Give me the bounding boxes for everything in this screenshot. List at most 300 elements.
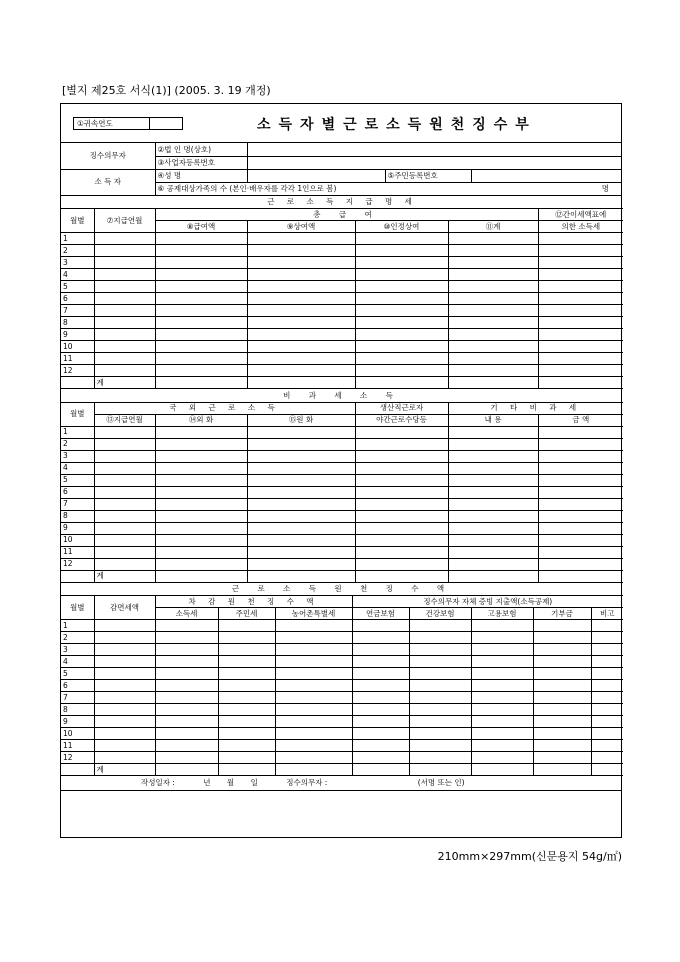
s1-cell[interactable] [355,353,448,365]
s3-cell[interactable] [352,740,409,752]
s2-cell[interactable] [155,558,247,570]
s1-cell[interactable] [155,317,247,329]
s3-cell[interactable] [591,680,623,692]
s3-cell[interactable] [533,680,591,692]
s2-total-cell[interactable] [155,570,247,582]
corp-name-field[interactable] [247,143,621,156]
s3-cell[interactable] [275,752,352,764]
s3-cell[interactable] [218,752,275,764]
s2-cell[interactable] [355,498,448,510]
s1-cell[interactable] [247,281,355,293]
s1-cell[interactable] [538,281,623,293]
s3-cell[interactable] [352,680,409,692]
s2-cell[interactable] [355,474,448,486]
s2-cell[interactable] [448,510,538,522]
s3-total-cell[interactable] [352,764,409,776]
s2-cell[interactable] [155,546,247,558]
s3-cell[interactable] [409,656,471,668]
s2-cell[interactable] [448,438,538,450]
s2-cell[interactable] [448,426,538,438]
s2-cell[interactable] [247,462,355,474]
s2-cell[interactable] [538,498,623,510]
s2-cell[interactable] [94,558,155,570]
s2-cell[interactable] [538,546,623,558]
s3-cell[interactable] [471,620,533,632]
s3-cell[interactable] [409,668,471,680]
s2-cell[interactable] [94,462,155,474]
s3-month-number: 9 [61,716,94,728]
s2-prod-header-a: 생산직근로자 [355,402,448,414]
s3-cell[interactable] [591,752,623,764]
s1-cell[interactable] [247,365,355,377]
section1-table [61,196,623,390]
s2-cell[interactable] [538,558,623,570]
s3-cell[interactable] [471,752,533,764]
s3-cell[interactable] [94,740,155,752]
s1-cell[interactable] [247,245,355,257]
s3-cell[interactable] [94,716,155,728]
s2-cell[interactable] [355,462,448,474]
s1-cell[interactable] [247,329,355,341]
s1-cell[interactable] [247,269,355,281]
s1-cell[interactable] [355,305,448,317]
s3-cell[interactable] [409,740,471,752]
s3-cell[interactable] [533,716,591,728]
s3-cell[interactable] [218,716,275,728]
s1-cell[interactable] [355,233,448,245]
s3-cell[interactable] [533,740,591,752]
s3-health-header: 건강보험 [409,608,471,620]
s3-cell[interactable] [471,704,533,716]
s3-cell[interactable] [533,668,591,680]
s1-cell[interactable] [448,269,538,281]
s3-cell[interactable] [155,740,218,752]
s1-cell[interactable] [448,365,538,377]
s1-total-cell[interactable] [155,377,247,389]
s3-cell[interactable] [155,704,218,716]
s1-total-cell[interactable] [355,377,448,389]
s3-cell[interactable] [471,728,533,740]
s1-cell[interactable] [94,329,155,341]
s1-cell[interactable] [247,233,355,245]
s3-cell[interactable] [275,656,352,668]
s2-cell[interactable] [355,546,448,558]
s3-cell[interactable] [533,632,591,644]
s1-row [61,257,623,269]
s1-month-number: 7 [61,305,94,317]
s2-total-cell[interactable] [538,570,623,582]
s3-cell[interactable] [352,668,409,680]
s3-cell[interactable] [155,692,218,704]
s2-cell[interactable] [538,534,623,546]
s2-cell[interactable] [538,462,623,474]
s2-cell[interactable] [355,534,448,546]
s1-cell[interactable] [155,305,247,317]
s3-cell[interactable] [94,620,155,632]
s3-cell[interactable] [471,680,533,692]
s3-cell[interactable] [155,668,218,680]
s1-cell[interactable] [538,341,623,353]
s2-cell[interactable] [94,450,155,462]
s1-cell[interactable] [448,329,538,341]
s2-cell[interactable] [448,534,538,546]
s3-cell[interactable] [275,692,352,704]
s1-total-label: 계 [94,377,155,389]
s2-cell[interactable] [247,558,355,570]
s1-cell[interactable] [355,257,448,269]
s1-cell[interactable] [448,305,538,317]
s2-cell[interactable] [94,426,155,438]
s1-cell[interactable] [538,257,623,269]
s3-cell[interactable] [275,740,352,752]
s2-cell[interactable] [94,438,155,450]
s2-cell[interactable] [247,438,355,450]
s2-cell[interactable] [448,486,538,498]
s3-cell[interactable] [218,692,275,704]
s3-cell[interactable] [409,680,471,692]
s2-row [61,522,623,534]
s1-cell[interactable] [538,269,623,281]
s2-cell[interactable] [448,558,538,570]
s3-cell[interactable] [352,716,409,728]
s3-cell[interactable] [533,728,591,740]
s3-cell[interactable] [533,692,591,704]
s3-cell[interactable] [94,704,155,716]
s1-cell[interactable] [538,245,623,257]
s1-cell[interactable] [538,305,623,317]
s2-cell[interactable] [448,546,538,558]
s2-cell[interactable] [538,426,623,438]
s2-cell[interactable] [247,486,355,498]
s1-cell[interactable] [448,341,538,353]
s2-cell[interactable] [355,426,448,438]
s2-cell[interactable] [247,450,355,462]
s2-cell[interactable] [247,534,355,546]
s3-cell[interactable] [591,632,623,644]
s3-cell[interactable] [275,668,352,680]
s3-cell[interactable] [409,692,471,704]
s2-cell[interactable] [448,474,538,486]
s3-cell[interactable] [155,716,218,728]
s3-total-cell[interactable] [471,764,533,776]
s2-cell[interactable] [538,522,623,534]
s2-cell[interactable] [155,426,247,438]
s2-cell[interactable] [247,546,355,558]
s1-cell[interactable] [155,365,247,377]
s1-cell[interactable] [538,233,623,245]
s2-cell[interactable] [355,486,448,498]
s1-cell[interactable] [355,365,448,377]
s3-cell[interactable] [94,692,155,704]
s3-cell[interactable] [533,752,591,764]
s3-cell[interactable] [155,680,218,692]
s3-cell[interactable] [218,632,275,644]
s2-cell[interactable] [94,498,155,510]
s1-cell[interactable] [448,317,538,329]
s2-total-cell[interactable] [355,570,448,582]
resident-no-field[interactable] [471,169,621,182]
s3-cell[interactable] [94,656,155,668]
s3-cell[interactable] [155,620,218,632]
s3-cell[interactable] [352,632,409,644]
s1-cell[interactable] [247,257,355,269]
s2-cell[interactable] [355,558,448,570]
s3-total-cell[interactable] [533,764,591,776]
s2-pay-date-header: ⑬지급연월 [94,414,155,426]
s3-cell[interactable] [352,656,409,668]
s3-cell[interactable] [275,716,352,728]
s3-cell[interactable] [94,728,155,740]
s2-cell[interactable] [355,522,448,534]
s3-cell[interactable] [591,620,623,632]
s3-total-cell[interactable] [155,764,218,776]
s1-cell[interactable] [155,341,247,353]
s2-cell[interactable] [538,510,623,522]
s3-cell[interactable] [591,716,623,728]
s1-row [61,293,623,305]
s2-cell[interactable] [355,438,448,450]
s2-cell[interactable] [155,522,247,534]
s1-cell[interactable] [94,245,155,257]
s2-cell[interactable] [155,462,247,474]
s1-total-cell[interactable] [448,377,538,389]
s3-cell[interactable] [155,752,218,764]
s3-cell[interactable] [352,692,409,704]
dependents-row[interactable] [155,182,621,195]
sign-month-label: 월 [226,778,235,787]
s2-cell[interactable] [355,450,448,462]
s3-cell[interactable] [409,716,471,728]
s3-cell[interactable] [409,728,471,740]
s3-cell[interactable] [591,692,623,704]
s3-cell[interactable] [275,728,352,740]
s1-cell[interactable] [538,293,623,305]
s3-cell[interactable] [471,644,533,656]
s1-row [61,353,623,365]
s2-cell[interactable] [94,534,155,546]
s1-cell[interactable] [94,365,155,377]
s3-cell[interactable] [94,752,155,764]
s1-cell[interactable] [155,257,247,269]
s1-cell[interactable] [355,293,448,305]
s2-cell[interactable] [155,510,247,522]
s3-cell[interactable] [409,752,471,764]
s1-cell[interactable] [94,233,155,245]
s1-cell[interactable] [247,317,355,329]
s2-cell[interactable] [448,450,538,462]
s2-cell[interactable] [155,498,247,510]
s2-cell[interactable] [155,486,247,498]
s2-cell[interactable] [94,546,155,558]
s2-cell[interactable] [155,474,247,486]
s3-cell[interactable] [471,656,533,668]
s3-total-cell[interactable] [218,764,275,776]
s2-cell[interactable] [538,486,623,498]
s1-row [61,329,623,341]
s3-cell[interactable] [591,656,623,668]
s1-total-cell[interactable] [247,377,355,389]
s2-row [61,558,623,570]
s2-cell[interactable] [538,450,623,462]
s3-cell[interactable] [275,644,352,656]
s1-cell[interactable] [247,305,355,317]
s1-cell[interactable] [448,245,538,257]
s3-cell[interactable] [591,728,623,740]
s1-row [61,269,623,281]
s3-cell[interactable] [218,644,275,656]
s1-cell[interactable] [448,257,538,269]
s1-cell[interactable] [94,317,155,329]
s2-cell[interactable] [247,510,355,522]
s1-cell[interactable] [448,353,538,365]
s1-cell[interactable] [355,281,448,293]
s3-cell[interactable] [409,620,471,632]
signature-row [61,776,621,790]
s3-cell[interactable] [471,632,533,644]
s3-cell[interactable] [275,620,352,632]
s3-cell[interactable] [533,620,591,632]
s3-cell[interactable] [155,632,218,644]
s3-cell[interactable] [218,728,275,740]
s1-row [61,365,623,377]
s2-cell[interactable] [538,474,623,486]
s3-cell[interactable] [218,656,275,668]
section1-title: 근 로 소 득 지 급 명 세 [61,196,623,209]
s1-cell[interactable] [247,341,355,353]
s3-total-cell[interactable] [409,764,471,776]
s3-cell[interactable] [94,680,155,692]
s2-cell[interactable] [155,438,247,450]
s2-cell[interactable] [247,522,355,534]
s2-cell[interactable] [247,474,355,486]
s1-cell[interactable] [448,293,538,305]
s1-cell[interactable] [94,293,155,305]
s2-cell[interactable] [448,522,538,534]
s3-month-header: 월별 [61,596,94,620]
s3-cell[interactable] [94,644,155,656]
s3-cell[interactable] [275,680,352,692]
s2-total-cell[interactable] [448,570,538,582]
s1-cell[interactable] [94,353,155,365]
s2-cell[interactable] [94,486,155,498]
s3-cell[interactable] [471,716,533,728]
s1-cell[interactable] [355,245,448,257]
s3-cell[interactable] [218,668,275,680]
s3-total-row [61,764,623,776]
s1-total-cell[interactable] [538,377,623,389]
s3-cell[interactable] [352,704,409,716]
s3-cell[interactable] [533,704,591,716]
s1-cell[interactable] [155,353,247,365]
s1-cell[interactable] [448,233,538,245]
s2-cell[interactable] [155,450,247,462]
s1-month-number: 12 [61,365,94,377]
s3-cell[interactable] [218,680,275,692]
s3-cell[interactable] [218,740,275,752]
s1-cell[interactable] [155,281,247,293]
s3-cell[interactable] [409,644,471,656]
s1-cell[interactable] [247,293,355,305]
s2-cell[interactable] [94,522,155,534]
s1-cell[interactable] [355,269,448,281]
s3-total-cell[interactable] [275,764,352,776]
s1-cell[interactable] [155,233,247,245]
s3-cell[interactable] [471,692,533,704]
s3-cell[interactable] [533,656,591,668]
s1-cell[interactable] [155,245,247,257]
s2-cell[interactable] [94,510,155,522]
s3-cell[interactable] [591,740,623,752]
s1-cell[interactable] [94,305,155,317]
s1-cell[interactable] [538,353,623,365]
s1-cell[interactable] [94,281,155,293]
s3-cell[interactable] [409,704,471,716]
s1-cell[interactable] [538,329,623,341]
s1-cell[interactable] [94,257,155,269]
s3-cell[interactable] [155,644,218,656]
s3-cell[interactable] [591,704,623,716]
s3-note-header: 비고 [591,608,623,620]
s1-cell[interactable] [355,341,448,353]
s3-cell[interactable] [591,644,623,656]
s3-cell[interactable] [352,752,409,764]
s2-cell[interactable] [155,534,247,546]
s1-cell[interactable] [94,269,155,281]
s3-resident-tax-header: 주민세 [218,608,275,620]
s1-cell[interactable] [155,329,247,341]
s3-cell[interactable] [218,704,275,716]
s3-cell[interactable] [352,728,409,740]
s3-cell[interactable] [352,620,409,632]
s3-cell[interactable] [275,704,352,716]
biz-no-field[interactable] [247,156,621,169]
s3-cell[interactable] [409,632,471,644]
s3-cell[interactable] [218,620,275,632]
s2-cell[interactable] [94,474,155,486]
s1-bonus-header: ⑨상여액 [247,221,355,233]
s3-cell[interactable] [591,668,623,680]
s3-cell[interactable] [352,644,409,656]
s3-total-cell[interactable] [591,764,623,776]
s1-cell[interactable] [155,269,247,281]
s3-cell[interactable] [155,656,218,668]
s2-total-cell[interactable] [247,570,355,582]
s1-cell[interactable] [538,365,623,377]
s3-cell[interactable] [471,740,533,752]
s2-cell[interactable] [247,426,355,438]
s2-cell[interactable] [247,498,355,510]
s3-cell[interactable] [94,668,155,680]
earner-name-field[interactable] [247,169,385,182]
s3-month-number: 5 [61,668,94,680]
s2-cell[interactable] [448,498,538,510]
s1-cell[interactable] [155,293,247,305]
s3-cell[interactable] [94,632,155,644]
s1-cell[interactable] [448,281,538,293]
s1-cell[interactable] [247,353,355,365]
s1-cell[interactable] [94,341,155,353]
s3-cell[interactable] [155,728,218,740]
s3-cell[interactable] [275,632,352,644]
s1-cell[interactable] [538,317,623,329]
s2-cell[interactable] [448,462,538,474]
s2-cell[interactable] [355,510,448,522]
s3-cell[interactable] [533,644,591,656]
s1-cell[interactable] [355,329,448,341]
s2-cell[interactable] [538,438,623,450]
s3-cell[interactable] [471,668,533,680]
s1-cell[interactable] [355,317,448,329]
